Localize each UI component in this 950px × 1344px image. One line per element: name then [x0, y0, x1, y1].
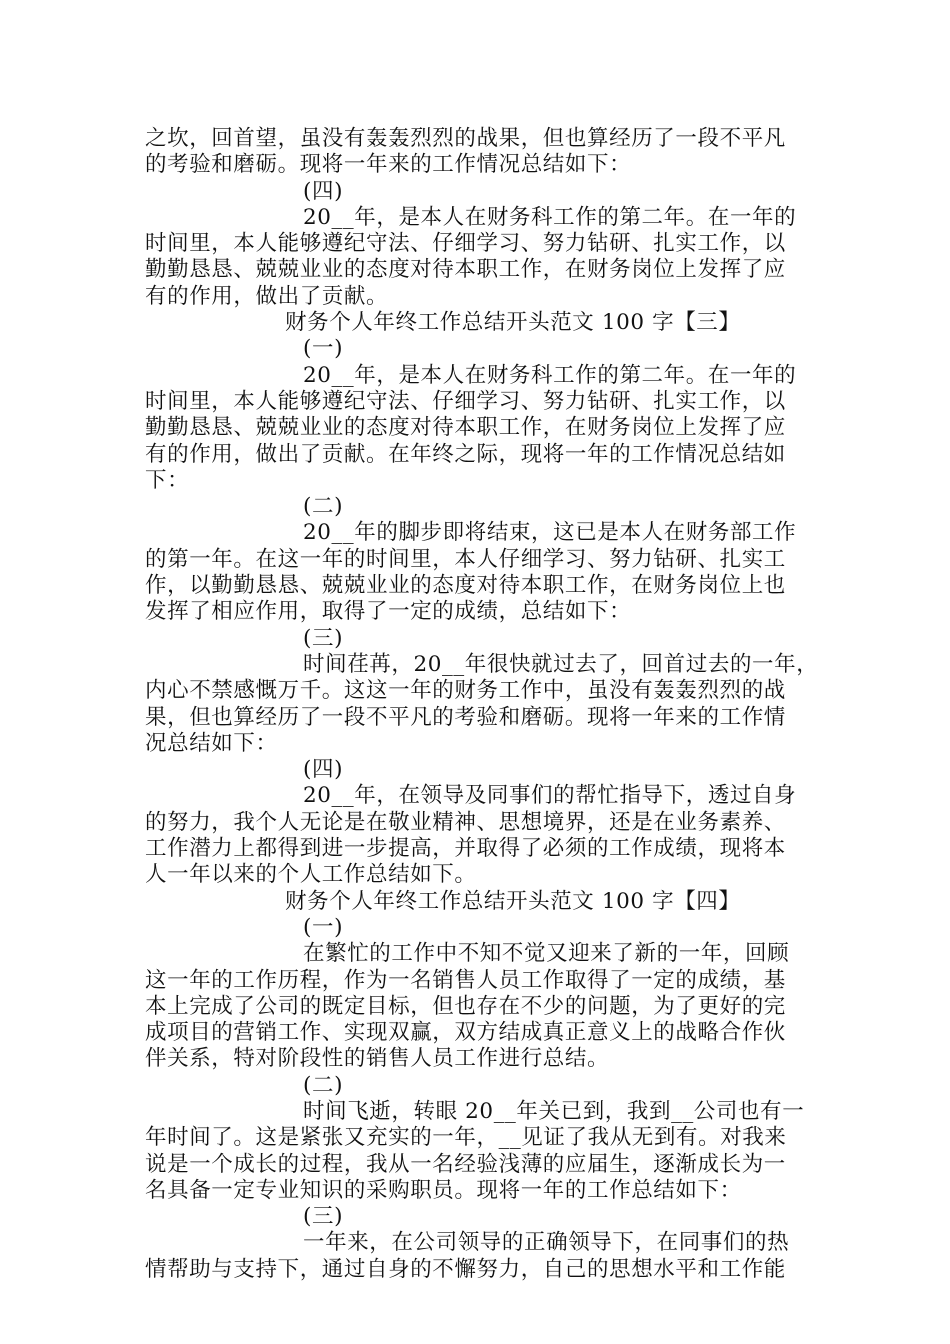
paragraph-start: 在繁忙的工作中不知不觉又迎来了新的一年，回顾 — [303, 941, 790, 967]
paragraph-start: 20__年，是本人在财务科工作的第二年。在一年的 — [303, 362, 797, 388]
text-line: 时间里，本人能够遵纪守法、仔细学习、努力钻研、扎实工作，以 — [145, 231, 786, 257]
text-line: 有的作用，做出了贡献。在年终之际，现将一年的工作情况总结如 — [145, 441, 786, 467]
paragraph-start: 时间荏苒，20__年很快就过去了，回首过去的一年， — [303, 651, 819, 677]
text-line: 之坎，回首望，虽没有轰轰烈烈的战果，但也算经历了一段不平凡 — [145, 126, 786, 151]
text-line: 下： — [145, 467, 190, 493]
text-line: 说是一个成长的过程，我从一名经验浅薄的应届生，逐渐成长为一 — [145, 1151, 786, 1177]
section-number: (四) — [303, 757, 344, 783]
text-line: 情帮助与支持下，通过自身的不懈努力，自己的思想水平和工作能 — [145, 1256, 786, 1282]
text-line: 况总结如下： — [145, 730, 278, 756]
section-number: (三) — [303, 625, 344, 651]
section-number: (二) — [303, 494, 344, 520]
text-line: 名具备一定专业知识的采购职员。现将一年的工作总结如下： — [145, 1177, 742, 1203]
section-heading: 财务个人年终工作总结开头范文 100 字【四】 — [285, 888, 741, 914]
section-number: (二) — [303, 1072, 344, 1098]
text-line: 作，以勤勤恳恳、兢兢业业的态度对待本职工作，在财务岗位上也 — [145, 573, 786, 599]
paragraph-start: 20__年，是本人在财务科工作的第二年。在一年的 — [303, 204, 797, 230]
text-line: 内心不禁感慨万千。这这一年的财务工作中，虽没有轰轰烈烈的战 — [145, 678, 786, 704]
section-number: (三) — [303, 1204, 344, 1230]
text-line: 果，但也算经历了一段不平凡的考验和磨砺。现将一年来的工作情 — [145, 704, 786, 730]
text-line: 有的作用，做出了贡献。 — [145, 283, 389, 309]
paragraph-start: 20__年，在领导及同事们的帮忙指导下，透过自身 — [303, 783, 797, 809]
paragraph-start: 时间飞逝，转眼 20__年关已到，我到__公司也有一 — [303, 1098, 805, 1124]
section-heading: 财务个人年终工作总结开头范文 100 字【三】 — [285, 310, 741, 336]
section-number: (一) — [303, 336, 344, 362]
text-line: 勤勤恳恳、兢兢业业的态度对待本职工作，在财务岗位上发挥了应 — [145, 257, 786, 283]
text-line: 本上完成了公司的既定目标，但也存在不少的问题，为了更好的完 — [145, 993, 786, 1019]
text-line: 这一年的工作历程，作为一名销售人员工作取得了一定的成绩，基 — [145, 967, 786, 993]
text-line: 人一年以来的个人工作总结如下。 — [145, 862, 477, 888]
text-line: 的考验和磨砺。现将一年来的工作情况总结如下： — [145, 152, 632, 178]
text-line: 的第一年。在这一年的时间里，本人仔细学习、努力钻研、扎实工 — [145, 546, 786, 572]
text-line: 时间里，本人能够遵纪守法、仔细学习、努力钻研、扎实工作，以 — [145, 388, 786, 414]
paragraph-start: 20__年的脚步即将结束，这已是本人在财务部工作 — [303, 520, 797, 546]
text-line: 年时间了。这是紧张又充实的一年，__见证了我从无到有。对我来 — [145, 1125, 787, 1151]
section-number: (四) — [303, 178, 344, 204]
text-line: 的努力，我个人无论是在敬业精神、思想境界，还是在业务素养、 — [145, 809, 786, 835]
text-line: 成项目的营销工作、实现双赢，双方结成真正意义上的战略合作伙 — [145, 1020, 786, 1046]
text-line: 伴关系，特对阶段性的销售人员工作进行总结。 — [145, 1046, 610, 1072]
section-number: (一) — [303, 914, 344, 940]
text-line: 工作潜力上都得到进一步提高，并取得了必须的工作成绩，现将本 — [145, 836, 786, 862]
paragraph-start: 一年来，在公司领导的正确领导下，在同事们的热 — [303, 1230, 790, 1256]
document-body — [145, 126, 819, 1283]
text-line: 勤勤恳恳、兢兢业业的态度对待本职工作，在财务岗位上发挥了应 — [145, 415, 786, 441]
text-line: 发挥了相应作用，取得了一定的成绩，总结如下： — [145, 599, 632, 625]
